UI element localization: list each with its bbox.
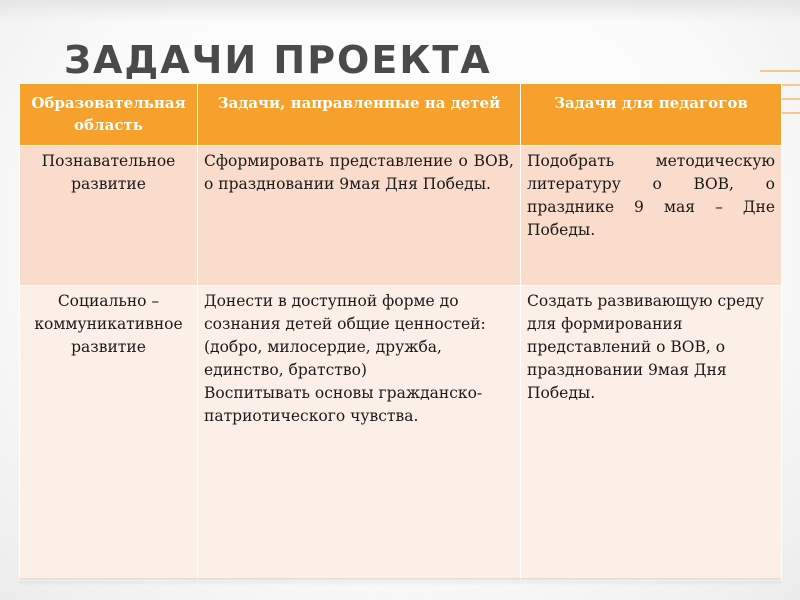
cell-teacher-task-cognitive: Подобрать методическую литературу о ВОВ, о празднике 9 мая – Дне Победы. [521,146,782,286]
cell-area-cognitive: Познавательное развитие [20,146,198,286]
table-shadow [19,578,781,586]
children-task-line: Воспитывать основы гражданско-патриотического чувства. [204,383,483,425]
tasks-table [19,83,782,581]
slide-title: ЗАДАЧИ ПРОЕКТА [64,38,492,82]
top-band [0,0,800,22]
cell-area-social: Социально – коммуникативное развитие [20,286,198,581]
cell-children-task-cognitive: Сформировать представление о ВОВ, о праздновании 9мая Дня Победы. [198,146,521,286]
header-teacher-tasks: Задачи для педагогов [521,84,782,146]
children-task-line: Донести в доступной форме до сознания детей общие ценностей: [204,292,486,333]
header-area: Образовательная область [20,84,198,146]
table-header-row [20,84,782,146]
table-row [20,286,782,581]
header-children-tasks: Задачи, направленные на детей [198,84,521,146]
children-task-line: (добро, милосердие, дружба, единство, братство) [204,337,442,379]
table-row [20,146,782,286]
cell-children-task-social [198,286,521,581]
cell-teacher-task-social: Создать развивающую среду для формирования представлений о ВОВ, о праздновании 9мая Дня Победы. [521,286,782,581]
